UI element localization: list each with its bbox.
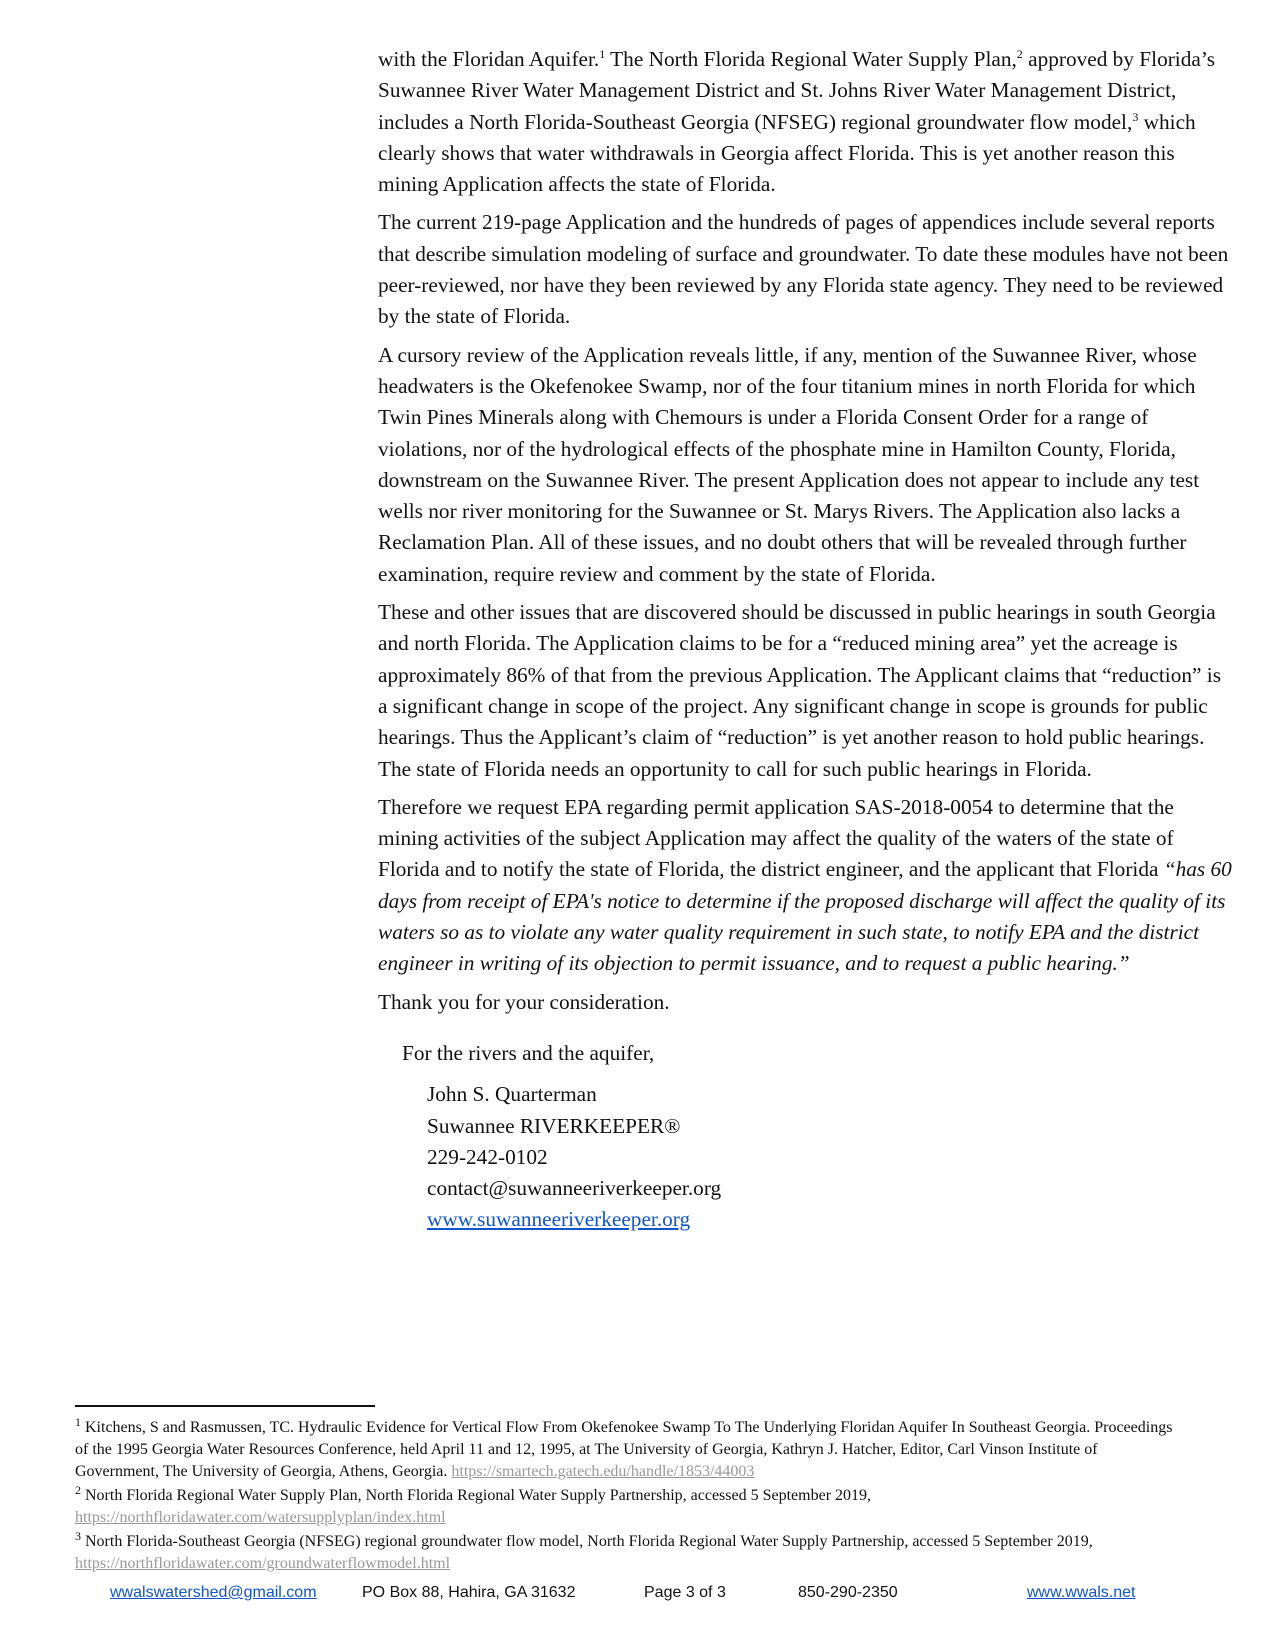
page-footer <box>0 1584 1275 1608</box>
footnote-divider <box>75 1405 375 1407</box>
paragraph-4: These and other issues that are discovered should be discussed in public hearings in south Georgia and north Florida. The Application claims to be for a “reduced mining area” yet the acreage is approximately 86% of that from the previous Application. The Applicant claims that “reduction” is a significant change in scope of the project. Any significant change in scope is grounds for public hearings. Thus the Applicant’s claim of “reduction” is yet another reason to hold public hearings. The state of Florida needs an opportunity to call for such public hearings in Florida. <box>378 600 1221 781</box>
footnote-1-link[interactable]: https://smartech.gatech.edu/handle/1853/44003 <box>451 1463 755 1480</box>
signature-block <box>378 1079 1233 1235</box>
closing-line: For the rivers and the aquifer, <box>402 1040 655 1065</box>
footnote-2-number: 2 <box>75 1483 81 1497</box>
letter-body <box>378 44 1233 1236</box>
p1-text-b: The North Florida Regional Water Supply Plan, <box>605 47 1017 71</box>
p5-text: Therefore we request EPA regarding permit application SAS-2018-0054 to determine that the mining activities of the subject Application may affect the quality of the waters of the state of Florida and to notify the state of Florida, the district engineer, and the applicant that Florida <box>378 794 1174 882</box>
footnotes <box>75 1417 1185 1577</box>
signer-email: contact@suwanneeriverkeeper.org <box>427 1176 722 1201</box>
signer-name: John S. Quarterman <box>427 1082 597 1107</box>
footnote-ref-1[interactable]: 1 <box>599 47 606 61</box>
footnote-3-text: North Florida-Southeast Georgia (NFSEG) regional groundwater flow model, North Florida Regional Water Supply Partnership, accessed 5 September 2019, <box>81 1533 1093 1550</box>
footnote-ref-3[interactable]: 3 <box>1132 109 1139 124</box>
paragraph-1 <box>378 44 1233 200</box>
footer-address: PO Box 88, Hahira, GA 31632 <box>362 1584 576 1601</box>
regulation-quote: “has 60 days from receipt of EPA's notice to determine if the proposed discharge will affect the quality of its waters so as to violate any water quality requirement in such state, to notify EPA and the district engineer in writing of its objection to permit issuance, and to request a public hearing.” <box>378 857 1232 976</box>
footer-website-link[interactable]: www.wwals.net <box>1027 1584 1136 1601</box>
footnote-1-number: 1 <box>75 1415 81 1429</box>
p1-text-d: which clearly shows that water withdrawals in Georgia affect Florida. This is yet another reason this mining Application affects the state of Florida. <box>378 109 1196 197</box>
p1-text-a: with the Floridan Aquifer. <box>378 47 600 71</box>
footnote-1-text: Kitchens, S and Rasmussen, TC. Hydraulic Evidence for Vertical Flow From Okefenokee Swamp To The Underlying Floridan Aquifer In Southeast Georgia. Proceedings of the 1995 Georgia Water Resources Conference, held April 11 and 12, 1995, at The University of Georgia, Kathryn J. Hatcher, Editor, Carl Vinson Institute of Government, The University of Georgia, Athens, Georgia. <box>75 1419 1173 1480</box>
footer-phone: 850-290-2350 <box>798 1584 898 1601</box>
footnote-ref-2[interactable]: 2 <box>1016 47 1023 61</box>
paragraph-3: A cursory review of the Application reveals little, if any, mention of the Suwannee River, whose headwaters is the Okefenokee Swamp, nor of the four titanium mines in north Florida for which Twin Pines Minerals along with Chemours is under a Florida Consent Order for a range of violations, nor of the hydrological effects of the phosphate mine in Hamilton County, Florida, downstream on the Suwannee River. The present Application does not appear to include any test wells nor river monitoring for the Suwannee or St. Marys Rivers. The Application also lacks a Reclamation Plan. All of these issues, and no doubt others that will be revealed through further examination, require review and comment by the state of Florida. <box>378 342 1200 586</box>
paragraph-5 <box>378 792 1233 980</box>
footnote-2 <box>75 1485 1185 1529</box>
p1-text-c: approved by Florida’s Suwannee River Water Management District and St. Johns River Water Management District, includes a North Florida-Southeast Georgia (NFSEG) regional groundwater flow model, <box>378 47 1216 134</box>
paragraph-2: The current 219-page Application and the hundreds of pages of appendices include several reports that describe simulation modeling of surface and groundwater. To date these modules have not been peer-reviewed, nor have they been reviewed by any Florida state agency. They need to be reviewed by the state of Florida. <box>378 210 1229 329</box>
signer-title: Suwannee RIVERKEEPER® <box>427 1113 681 1138</box>
paragraph-6: Thank you for your consideration. <box>378 989 670 1014</box>
footnote-3 <box>75 1531 1185 1575</box>
footnote-2-text: North Florida Regional Water Supply Plan, North Florida Regional Water Supply Partnership, accessed 5 September 2019, <box>81 1487 872 1504</box>
footnote-3-number: 3 <box>75 1529 81 1543</box>
footer-page-number: Page 3 of 3 <box>644 1584 726 1601</box>
footnote-3-link[interactable]: https://northfloridawater.com/groundwaterflowmodel.html <box>75 1555 451 1572</box>
signer-website-link[interactable]: www.suwanneeriverkeeper.org <box>427 1207 691 1232</box>
footer-email-link[interactable]: wwalswatershed@gmail.com <box>110 1584 317 1601</box>
signer-phone: 229-242-0102 <box>427 1144 548 1169</box>
footnote-2-link[interactable]: https://northfloridawater.com/watersupplyplan/index.html <box>75 1509 446 1526</box>
footnote-1 <box>75 1417 1185 1483</box>
